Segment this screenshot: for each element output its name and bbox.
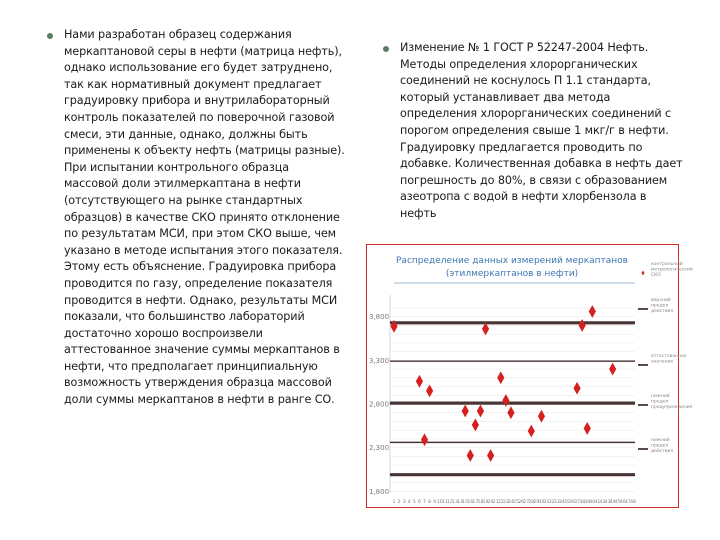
x-tick-label: 33	[553, 500, 560, 505]
x-tick-label: 27	[523, 500, 530, 505]
x-tick-label: 1	[392, 500, 396, 505]
right-bullet-item	[400, 40, 685, 223]
data-point	[472, 419, 479, 432]
data-point	[416, 375, 423, 388]
x-tick-label: 37	[574, 500, 580, 505]
x-tick-label: 25	[513, 500, 519, 505]
x-tick-label: 11	[441, 500, 448, 505]
x-tick-label: 40	[589, 500, 596, 505]
legend-label: нижний предел предупреждения	[651, 394, 693, 411]
data-point	[462, 405, 469, 418]
x-tick-label: 23	[502, 500, 509, 505]
x-tick-label: 46	[619, 500, 626, 505]
x-tick-label: 47	[624, 500, 631, 505]
x-tick-label: 9	[433, 500, 437, 505]
left-bullet-text: Нами разработан образец содержания меркаптановой серы в нефти (матрица нефть), однако использование его будет затруднено, так как нормативный документ предлагает градуировку прибора и внутрилабораторный контроль показателей по поверочной газовой смеси, эти данные, однако, должны быть применены к объекту нефть (матрицы разные). При испытании контрольного образца массовой доли этилмеркаптана в нефти (отсутствующего на рынке стандартных образцов) в качестве СКО принято отклонение по результатам МСИ, при этом СКО выше, чем указано в методе испытания этого показателя. Этому есть объяснение. Градуировка прибора проводится по газу, определение показателя проводится в нефти. Однако, результаты МСИ показали, что большинство лабораторий достаточно хорошо воспроизвели аттестованное значение суммы меркаптанов в нефти, что предполагает принципиальную возможность утверждения образца массовой доли суммы меркаптанов в нефти в ранге СО.	[64, 28, 345, 407]
legend-label: нижний предел действия	[651, 438, 674, 455]
legend-label: контрольный метрологический СКО	[651, 262, 693, 279]
x-tick-label: 21	[492, 500, 499, 505]
bullet-icon	[383, 46, 389, 52]
x-tick-label: 8	[428, 500, 432, 505]
x-tick-label: 29	[533, 500, 540, 505]
x-tick-label: 34	[558, 500, 565, 505]
x-tick-label: 14	[457, 500, 464, 505]
x-tick-label: 28	[528, 500, 535, 505]
data-point	[421, 433, 428, 446]
x-tick-label: 2	[397, 500, 401, 505]
data-point	[497, 371, 504, 384]
right-bullet-text: Изменение № 1 ГОСТ Р 52247-2004 Нефть. Методы определения хлорорганических соединений не коснулось П 1.1 стандарта, который устанавливает два метода определения хлорорганических соединений с порогом определения свыше 1 мкг/г в нефти. Градуировку предлагается проводить по добавке. Количественная добавка в нефть дает погрешность до 80%, в связи с образованием азеотропа с водой в нефти хлорбензола в нефть	[400, 41, 683, 220]
x-tick-label: 36	[569, 500, 575, 505]
x-tick-label: 24	[508, 500, 514, 505]
x-tick-label: 26	[518, 500, 525, 505]
data-point	[589, 305, 596, 318]
x-tick-label: 16	[467, 500, 474, 505]
chart-subtitle: (этилмеркаптанов в нефти)	[445, 269, 579, 279]
x-tick-label: 3	[402, 500, 406, 505]
x-tick-label: 31	[543, 500, 550, 505]
legend-label: аттестованное значение	[651, 354, 687, 365]
data-point	[502, 394, 509, 407]
data-point	[487, 449, 494, 462]
y-tick-label: 3,300	[369, 356, 390, 365]
x-tick-label: 19	[482, 500, 489, 505]
x-tick-label: 17	[472, 500, 479, 505]
x-tick-label: 45	[614, 500, 621, 505]
data-point	[507, 406, 514, 419]
y-tick-label: 1,800	[369, 487, 390, 496]
x-tick-label: 32	[548, 500, 555, 505]
chart-image	[367, 245, 693, 506]
left-column	[64, 27, 346, 409]
x-tick-label: 10	[436, 500, 443, 505]
chart-frame	[366, 244, 693, 508]
x-tick-label: 38	[579, 500, 586, 505]
x-tick-label: 18	[477, 500, 484, 505]
x-tick-label: 44	[609, 500, 616, 505]
x-tick-label: 5	[412, 500, 416, 505]
data-point	[482, 323, 489, 336]
data-point	[538, 410, 545, 423]
bullet-icon	[47, 33, 53, 39]
x-tick-label: 6	[417, 500, 421, 505]
y-tick-label: 2,300	[369, 444, 390, 453]
x-tick-label: 12	[447, 500, 453, 505]
x-tick-label: 41	[594, 500, 601, 505]
data-point	[528, 425, 535, 438]
x-tick-label: 35	[563, 500, 570, 505]
legend-label: верхний предел действия	[651, 298, 674, 315]
x-tick-label: 13	[452, 500, 458, 505]
x-tick-label: 30	[538, 500, 545, 505]
x-tick-label: 43	[604, 500, 611, 505]
y-tick-label: 2,800	[369, 400, 390, 409]
x-tick-label: 22	[497, 500, 504, 505]
x-tick-label: 7	[423, 500, 426, 505]
data-point	[573, 382, 580, 395]
data-point	[609, 363, 616, 376]
x-tick-label: 42	[599, 500, 606, 505]
chart-title: Распределение данных измерений меркаптанов	[396, 256, 628, 266]
legend-marker	[642, 271, 645, 276]
x-tick-label: 39	[584, 500, 591, 505]
x-tick-label: 15	[462, 500, 469, 505]
data-point	[579, 319, 586, 332]
x-tick-label: 48	[630, 500, 636, 505]
data-point	[467, 449, 474, 462]
x-tick-label: 4	[407, 500, 411, 505]
y-tick-label: 3,800	[369, 313, 390, 322]
left-bullet-item	[64, 27, 346, 409]
right-column	[400, 40, 685, 223]
data-point	[584, 422, 591, 435]
x-tick-label: 20	[487, 500, 494, 505]
data-point	[477, 405, 484, 418]
